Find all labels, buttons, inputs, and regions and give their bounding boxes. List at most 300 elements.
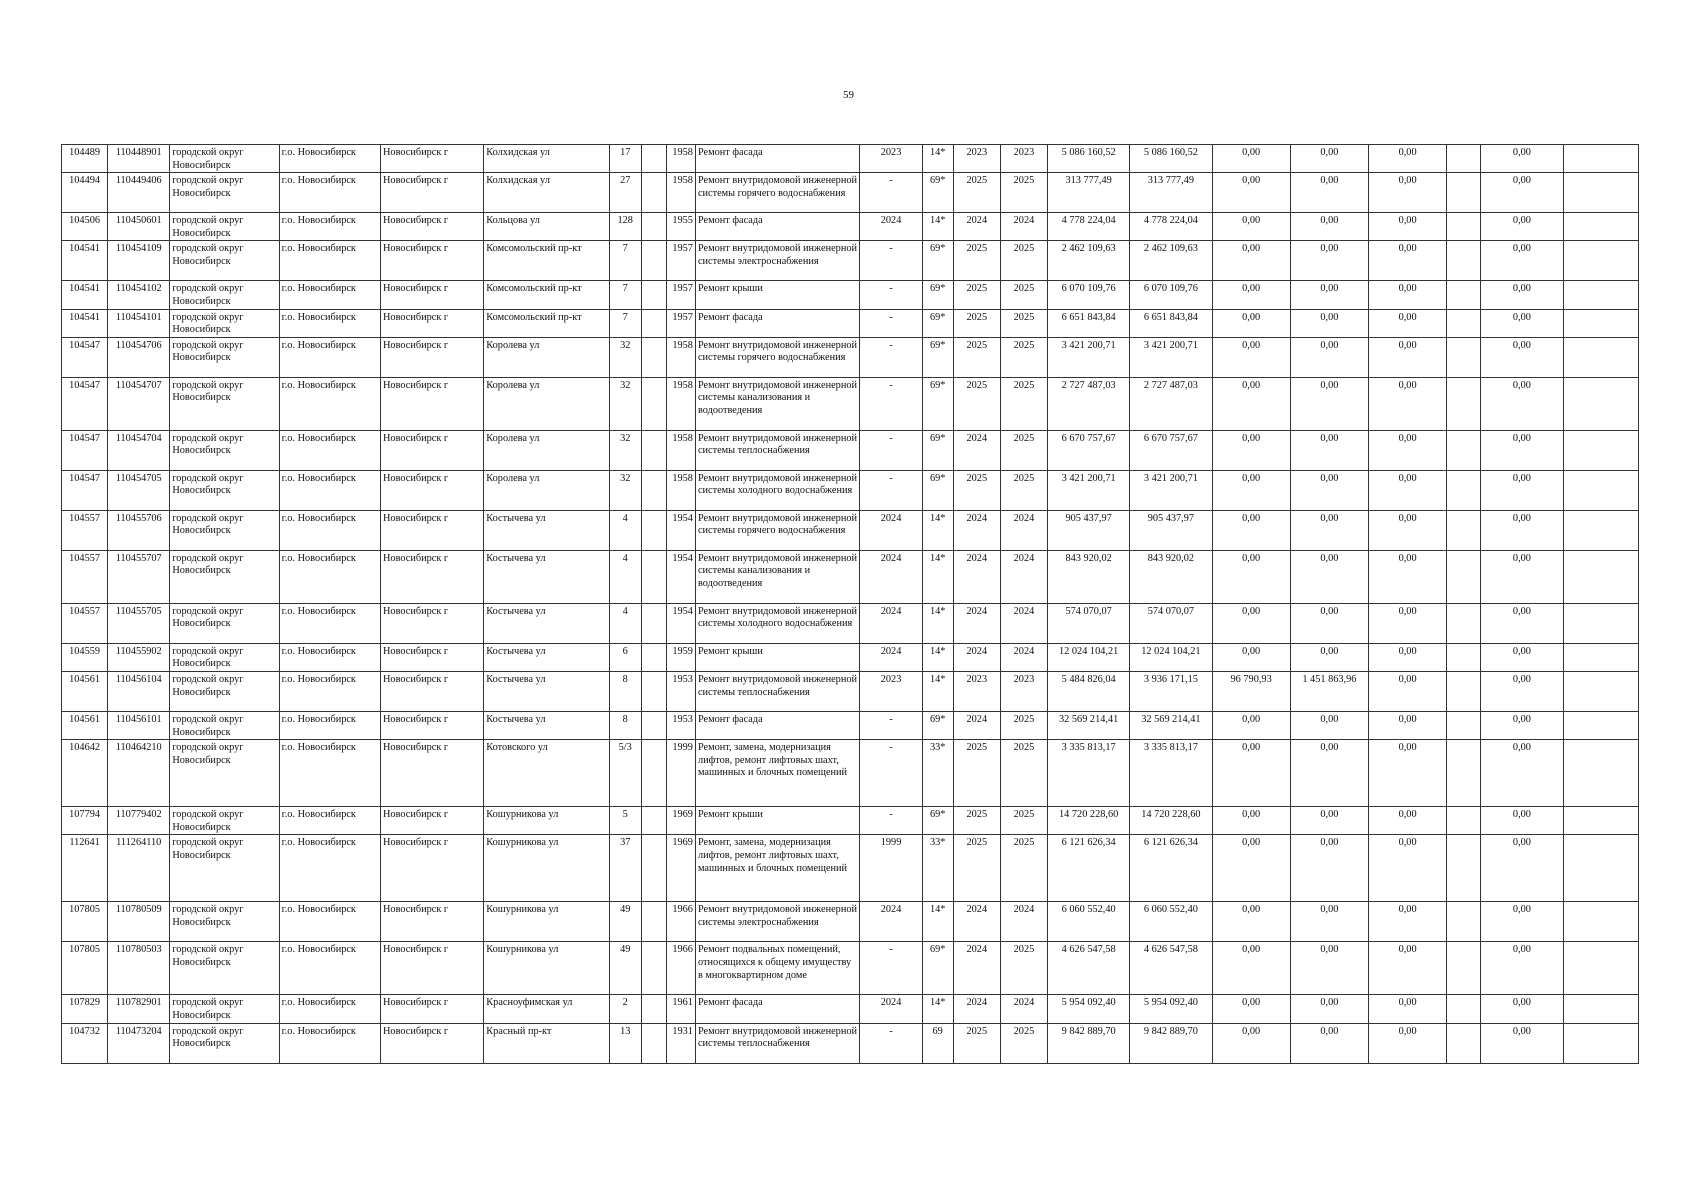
cell-plan-year-from: 2025 bbox=[953, 241, 1000, 281]
cell-municipality-short: г.о. Новосибирск bbox=[279, 145, 380, 173]
cell-extra bbox=[1563, 711, 1638, 739]
table-row bbox=[62, 281, 1639, 309]
cell-plan-year-from: 2025 bbox=[953, 807, 1000, 835]
cell-total-cost: 6 121 626,34 bbox=[1048, 835, 1130, 902]
cell-budget-5: 0,00 bbox=[1481, 309, 1563, 337]
cell-budget-3: 0,00 bbox=[1368, 1023, 1446, 1063]
cell-work-type: Ремонт внутридомовой инженерной системы электроснабжения bbox=[695, 241, 860, 281]
cell-city: Новосибирск г bbox=[380, 835, 483, 902]
cell-work-code: 110456101 bbox=[108, 711, 170, 739]
cell-house-number: 32 bbox=[609, 377, 641, 430]
cell-house-number: 7 bbox=[609, 241, 641, 281]
cell-plan-year-to: 2025 bbox=[1000, 430, 1047, 470]
cell-plan-year-to: 2025 bbox=[1000, 309, 1047, 337]
cell-build-year: 1957 bbox=[666, 309, 695, 337]
cell-last-repair-year: - bbox=[860, 942, 922, 995]
cell-budget-2: 0,00 bbox=[1290, 942, 1368, 995]
cell-fund-cost: 6 121 626,34 bbox=[1130, 835, 1212, 902]
cell-last-repair-year: 1999 bbox=[860, 835, 922, 902]
cell-municipality-short: г.о. Новосибирск bbox=[279, 470, 380, 510]
cell-plan-year-to: 2025 bbox=[1000, 835, 1047, 902]
cell-service-life: 69* bbox=[922, 241, 953, 281]
cell-service-life: 69* bbox=[922, 942, 953, 995]
cell-plan-year-from: 2024 bbox=[953, 430, 1000, 470]
cell-work-type: Ремонт, замена, модернизация лифтов, ремонт лифтовых шахт, машинных и блочных помещений bbox=[695, 835, 860, 902]
cell-city: Новосибирск г bbox=[380, 470, 483, 510]
cell-municipality-short: г.о. Новосибирск bbox=[279, 510, 380, 550]
cell-service-life: 14* bbox=[922, 603, 953, 643]
cell-municipality-short: г.о. Новосибирск bbox=[279, 430, 380, 470]
cell-budget-1: 0,00 bbox=[1212, 510, 1290, 550]
cell-city: Новосибирск г bbox=[380, 807, 483, 835]
cell-budget-5: 0,00 bbox=[1481, 337, 1563, 377]
cell-building bbox=[641, 309, 666, 337]
cell-municipality: городской округ Новосибирск bbox=[170, 241, 279, 281]
cell-build-year: 1958 bbox=[666, 470, 695, 510]
cell-total-cost: 574 070,07 bbox=[1048, 603, 1130, 643]
cell-service-life: 33* bbox=[922, 740, 953, 807]
cell-total-cost: 2 462 109,63 bbox=[1048, 241, 1130, 281]
cell-building bbox=[641, 942, 666, 995]
cell-fund-cost: 843 920,02 bbox=[1130, 550, 1212, 603]
cell-budget-5: 0,00 bbox=[1481, 603, 1563, 643]
cell-building bbox=[641, 430, 666, 470]
cell-budget-1: 96 790,93 bbox=[1212, 671, 1290, 711]
cell-building bbox=[641, 835, 666, 902]
cell-budget-3: 0,00 bbox=[1368, 510, 1446, 550]
cell-budget-2: 0,00 bbox=[1290, 377, 1368, 430]
table-row bbox=[62, 470, 1639, 510]
cell-building bbox=[641, 470, 666, 510]
cell-building bbox=[641, 671, 666, 711]
cell-street: Костычева ул bbox=[484, 643, 609, 671]
cell-city: Новосибирск г bbox=[380, 671, 483, 711]
cell-city: Новосибирск г bbox=[380, 510, 483, 550]
cell-build-year: 1958 bbox=[666, 377, 695, 430]
cell-last-repair-year: - bbox=[860, 281, 922, 309]
cell-budget-5: 0,00 bbox=[1481, 835, 1563, 902]
cell-street: Королева ул bbox=[484, 470, 609, 510]
cell-budget-3: 0,00 bbox=[1368, 309, 1446, 337]
table-row bbox=[62, 603, 1639, 643]
cell-building bbox=[641, 510, 666, 550]
cell-budget-1: 0,00 bbox=[1212, 281, 1290, 309]
cell-municipality-short: г.о. Новосибирск bbox=[279, 281, 380, 309]
cell-plan-year-to: 2025 bbox=[1000, 942, 1047, 995]
cell-house-number: 17 bbox=[609, 145, 641, 173]
cell-work-code: 110449406 bbox=[108, 173, 170, 213]
cell-plan-year-to: 2024 bbox=[1000, 213, 1047, 241]
cell-municipality: городской округ Новосибирск bbox=[170, 337, 279, 377]
cell-city: Новосибирск г bbox=[380, 281, 483, 309]
cell-work-type: Ремонт внутридомовой инженерной системы теплоснабжения bbox=[695, 1023, 860, 1063]
cell-house-id: 107805 bbox=[62, 942, 108, 995]
cell-plan-year-from: 2024 bbox=[953, 603, 1000, 643]
cell-extra bbox=[1563, 807, 1638, 835]
cell-budget-2: 0,00 bbox=[1290, 430, 1368, 470]
cell-budget-1: 0,00 bbox=[1212, 603, 1290, 643]
cell-building bbox=[641, 740, 666, 807]
cell-plan-year-to: 2025 bbox=[1000, 173, 1047, 213]
cell-budget-1: 0,00 bbox=[1212, 643, 1290, 671]
cell-building bbox=[641, 995, 666, 1023]
cell-budget-5: 0,00 bbox=[1481, 213, 1563, 241]
cell-total-cost: 3 421 200,71 bbox=[1048, 470, 1130, 510]
cell-work-type: Ремонт фасада bbox=[695, 213, 860, 241]
cell-service-life: 69* bbox=[922, 173, 953, 213]
cell-street: Королева ул bbox=[484, 430, 609, 470]
cell-house-number: 2 bbox=[609, 995, 641, 1023]
cell-plan-year-from: 2025 bbox=[953, 337, 1000, 377]
cell-extra bbox=[1563, 213, 1638, 241]
cell-work-code: 110454101 bbox=[108, 309, 170, 337]
cell-municipality-short: г.о. Новосибирск bbox=[279, 995, 380, 1023]
cell-service-life: 14* bbox=[922, 995, 953, 1023]
cell-municipality: городской округ Новосибирск bbox=[170, 213, 279, 241]
table-row bbox=[62, 835, 1639, 902]
cell-plan-year-from: 2024 bbox=[953, 510, 1000, 550]
cell-budget-5: 0,00 bbox=[1481, 281, 1563, 309]
cell-service-life: 69* bbox=[922, 337, 953, 377]
cell-budget-3: 0,00 bbox=[1368, 671, 1446, 711]
table-row bbox=[62, 807, 1639, 835]
table-row bbox=[62, 1023, 1639, 1063]
cell-street: Кошурникова ул bbox=[484, 807, 609, 835]
cell-municipality: городской округ Новосибирск bbox=[170, 740, 279, 807]
cell-build-year: 1969 bbox=[666, 807, 695, 835]
cell-street: Костычева ул bbox=[484, 550, 609, 603]
cell-house-number: 5/3 bbox=[609, 740, 641, 807]
cell-city: Новосибирск г bbox=[380, 995, 483, 1023]
cell-house-id: 104547 bbox=[62, 377, 108, 430]
cell-fund-cost: 574 070,07 bbox=[1130, 603, 1212, 643]
cell-budget-4 bbox=[1447, 309, 1481, 337]
cell-fund-cost: 3 936 171,15 bbox=[1130, 671, 1212, 711]
table-row bbox=[62, 740, 1639, 807]
cell-build-year: 1969 bbox=[666, 835, 695, 902]
table-row bbox=[62, 902, 1639, 942]
cell-street: Кошурникова ул bbox=[484, 942, 609, 995]
cell-street: Комсомольский пр-кт bbox=[484, 241, 609, 281]
cell-municipality: городской округ Новосибирск bbox=[170, 510, 279, 550]
cell-last-repair-year: 2024 bbox=[860, 510, 922, 550]
cell-last-repair-year: - bbox=[860, 241, 922, 281]
cell-total-cost: 12 024 104,21 bbox=[1048, 643, 1130, 671]
cell-extra bbox=[1563, 241, 1638, 281]
cell-house-id: 104547 bbox=[62, 337, 108, 377]
cell-municipality-short: г.о. Новосибирск bbox=[279, 377, 380, 430]
cell-plan-year-to: 2025 bbox=[1000, 740, 1047, 807]
cell-budget-5: 0,00 bbox=[1481, 995, 1563, 1023]
cell-street: Котовского ул bbox=[484, 740, 609, 807]
cell-budget-3: 0,00 bbox=[1368, 711, 1446, 739]
cell-service-life: 14* bbox=[922, 510, 953, 550]
table-row bbox=[62, 173, 1639, 213]
cell-city: Новосибирск г bbox=[380, 173, 483, 213]
cell-work-type: Ремонт фасада bbox=[695, 995, 860, 1023]
cell-fund-cost: 6 651 843,84 bbox=[1130, 309, 1212, 337]
cell-municipality-short: г.о. Новосибирск bbox=[279, 309, 380, 337]
cell-house-id: 107805 bbox=[62, 902, 108, 942]
cell-budget-4 bbox=[1447, 740, 1481, 807]
cell-service-life: 14* bbox=[922, 643, 953, 671]
cell-extra bbox=[1563, 671, 1638, 711]
cell-municipality: городской округ Новосибирск bbox=[170, 902, 279, 942]
cell-budget-2: 0,00 bbox=[1290, 995, 1368, 1023]
cell-house-number: 8 bbox=[609, 671, 641, 711]
cell-extra bbox=[1563, 1023, 1638, 1063]
table-row bbox=[62, 377, 1639, 430]
cell-total-cost: 313 777,49 bbox=[1048, 173, 1130, 213]
cell-fund-cost: 6 060 552,40 bbox=[1130, 902, 1212, 942]
cell-last-repair-year: 2023 bbox=[860, 145, 922, 173]
cell-house-number: 6 bbox=[609, 643, 641, 671]
cell-total-cost: 3 335 813,17 bbox=[1048, 740, 1130, 807]
cell-house-number: 32 bbox=[609, 337, 641, 377]
cell-budget-3: 0,00 bbox=[1368, 902, 1446, 942]
cell-work-code: 110780503 bbox=[108, 942, 170, 995]
cell-extra bbox=[1563, 377, 1638, 430]
cell-build-year: 1966 bbox=[666, 902, 695, 942]
table-row bbox=[62, 213, 1639, 241]
cell-building bbox=[641, 807, 666, 835]
cell-total-cost: 6 060 552,40 bbox=[1048, 902, 1130, 942]
capital-repair-table bbox=[61, 144, 1639, 1064]
cell-street: Колхидская ул bbox=[484, 145, 609, 173]
cell-house-id: 104732 bbox=[62, 1023, 108, 1063]
cell-total-cost: 3 421 200,71 bbox=[1048, 337, 1130, 377]
cell-municipality: городской округ Новосибирск bbox=[170, 807, 279, 835]
cell-extra bbox=[1563, 337, 1638, 377]
cell-extra bbox=[1563, 430, 1638, 470]
cell-street: Колхидская ул bbox=[484, 173, 609, 213]
cell-work-code: 110464210 bbox=[108, 740, 170, 807]
cell-municipality: городской округ Новосибирск bbox=[170, 711, 279, 739]
cell-plan-year-to: 2024 bbox=[1000, 643, 1047, 671]
cell-fund-cost: 313 777,49 bbox=[1130, 173, 1212, 213]
cell-extra bbox=[1563, 510, 1638, 550]
cell-service-life: 69* bbox=[922, 377, 953, 430]
cell-municipality-short: г.о. Новосибирск bbox=[279, 902, 380, 942]
cell-fund-cost: 2 727 487,03 bbox=[1130, 377, 1212, 430]
cell-municipality-short: г.о. Новосибирск bbox=[279, 740, 380, 807]
cell-service-life: 69* bbox=[922, 807, 953, 835]
cell-plan-year-from: 2024 bbox=[953, 995, 1000, 1023]
cell-work-code: 110454706 bbox=[108, 337, 170, 377]
cell-budget-2: 0,00 bbox=[1290, 835, 1368, 902]
cell-build-year: 1958 bbox=[666, 145, 695, 173]
cell-budget-4 bbox=[1447, 643, 1481, 671]
cell-build-year: 1957 bbox=[666, 241, 695, 281]
cell-work-code: 110782901 bbox=[108, 995, 170, 1023]
cell-fund-cost: 4 626 547,58 bbox=[1130, 942, 1212, 995]
cell-work-code: 110455902 bbox=[108, 643, 170, 671]
cell-last-repair-year: 2024 bbox=[860, 902, 922, 942]
cell-work-code: 110473204 bbox=[108, 1023, 170, 1063]
cell-build-year: 1953 bbox=[666, 671, 695, 711]
page-number: 59 bbox=[843, 89, 854, 101]
cell-last-repair-year: - bbox=[860, 1023, 922, 1063]
cell-budget-4 bbox=[1447, 145, 1481, 173]
cell-plan-year-from: 2025 bbox=[953, 173, 1000, 213]
cell-building bbox=[641, 550, 666, 603]
cell-house-number: 128 bbox=[609, 213, 641, 241]
cell-budget-5: 0,00 bbox=[1481, 740, 1563, 807]
cell-city: Новосибирск г bbox=[380, 213, 483, 241]
cell-budget-3: 0,00 bbox=[1368, 337, 1446, 377]
cell-street: Королева ул bbox=[484, 377, 609, 430]
cell-work-code: 110456104 bbox=[108, 671, 170, 711]
cell-street: Кошурникова ул bbox=[484, 902, 609, 942]
cell-budget-5: 0,00 bbox=[1481, 1023, 1563, 1063]
cell-budget-5: 0,00 bbox=[1481, 173, 1563, 213]
cell-work-code: 110454704 bbox=[108, 430, 170, 470]
cell-work-code: 110454102 bbox=[108, 281, 170, 309]
cell-work-type: Ремонт внутридомовой инженерной системы канализования и водоотведения bbox=[695, 377, 860, 430]
cell-budget-2: 0,00 bbox=[1290, 740, 1368, 807]
table-row bbox=[62, 643, 1639, 671]
cell-work-code: 110455705 bbox=[108, 603, 170, 643]
cell-house-number: 32 bbox=[609, 430, 641, 470]
cell-house-id: 104494 bbox=[62, 173, 108, 213]
table-row bbox=[62, 241, 1639, 281]
cell-extra bbox=[1563, 145, 1638, 173]
cell-budget-4 bbox=[1447, 995, 1481, 1023]
cell-house-number: 8 bbox=[609, 711, 641, 739]
cell-plan-year-from: 2025 bbox=[953, 835, 1000, 902]
cell-municipality: городской округ Новосибирск bbox=[170, 173, 279, 213]
cell-plan-year-to: 2025 bbox=[1000, 1023, 1047, 1063]
cell-service-life: 69* bbox=[922, 309, 953, 337]
table-row bbox=[62, 337, 1639, 377]
cell-last-repair-year: - bbox=[860, 337, 922, 377]
cell-building bbox=[641, 281, 666, 309]
cell-house-number: 32 bbox=[609, 470, 641, 510]
cell-budget-4 bbox=[1447, 470, 1481, 510]
cell-budget-4 bbox=[1447, 550, 1481, 603]
cell-budget-3: 0,00 bbox=[1368, 835, 1446, 902]
table-row bbox=[62, 510, 1639, 550]
cell-build-year: 1955 bbox=[666, 213, 695, 241]
cell-municipality: городской округ Новосибирск bbox=[170, 281, 279, 309]
cell-extra bbox=[1563, 835, 1638, 902]
cell-service-life: 14* bbox=[922, 902, 953, 942]
cell-budget-2: 0,00 bbox=[1290, 1023, 1368, 1063]
cell-building bbox=[641, 643, 666, 671]
cell-last-repair-year: 2023 bbox=[860, 671, 922, 711]
cell-budget-3: 0,00 bbox=[1368, 145, 1446, 173]
cell-service-life: 69* bbox=[922, 470, 953, 510]
cell-budget-4 bbox=[1447, 671, 1481, 711]
cell-budget-2: 0,00 bbox=[1290, 213, 1368, 241]
cell-budget-3: 0,00 bbox=[1368, 173, 1446, 213]
cell-street: Комсомольский пр-кт bbox=[484, 281, 609, 309]
cell-municipality: городской округ Новосибирск bbox=[170, 603, 279, 643]
cell-building bbox=[641, 337, 666, 377]
cell-house-number: 7 bbox=[609, 309, 641, 337]
cell-total-cost: 2 727 487,03 bbox=[1048, 377, 1130, 430]
cell-plan-year-from: 2025 bbox=[953, 470, 1000, 510]
cell-fund-cost: 9 842 889,70 bbox=[1130, 1023, 1212, 1063]
cell-building bbox=[641, 711, 666, 739]
cell-house-id: 107829 bbox=[62, 995, 108, 1023]
cell-build-year: 1931 bbox=[666, 1023, 695, 1063]
cell-house-id: 104547 bbox=[62, 430, 108, 470]
cell-work-code: 110448901 bbox=[108, 145, 170, 173]
cell-plan-year-to: 2025 bbox=[1000, 470, 1047, 510]
cell-plan-year-to: 2025 bbox=[1000, 241, 1047, 281]
cell-house-number: 37 bbox=[609, 835, 641, 902]
cell-service-life: 14* bbox=[922, 145, 953, 173]
cell-extra bbox=[1563, 603, 1638, 643]
cell-building bbox=[641, 145, 666, 173]
cell-municipality: городской округ Новосибирск bbox=[170, 835, 279, 902]
cell-fund-cost: 12 024 104,21 bbox=[1130, 643, 1212, 671]
cell-budget-4 bbox=[1447, 711, 1481, 739]
cell-budget-2: 0,00 bbox=[1290, 807, 1368, 835]
cell-budget-5: 0,00 bbox=[1481, 902, 1563, 942]
cell-street: Костычева ул bbox=[484, 711, 609, 739]
cell-work-type: Ремонт, замена, модернизация лифтов, ремонт лифтовых шахт, машинных и блочных помещений bbox=[695, 740, 860, 807]
cell-work-type: Ремонт внутридомовой инженерной системы горячего водоснабжения bbox=[695, 510, 860, 550]
cell-budget-1: 0,00 bbox=[1212, 807, 1290, 835]
cell-budget-3: 0,00 bbox=[1368, 550, 1446, 603]
cell-service-life: 14* bbox=[922, 671, 953, 711]
cell-build-year: 1954 bbox=[666, 603, 695, 643]
table-row bbox=[62, 942, 1639, 995]
cell-budget-3: 0,00 bbox=[1368, 281, 1446, 309]
cell-extra bbox=[1563, 281, 1638, 309]
cell-city: Новосибирск г bbox=[380, 942, 483, 995]
cell-municipality: городской округ Новосибирск bbox=[170, 550, 279, 603]
cell-municipality-short: г.о. Новосибирск bbox=[279, 835, 380, 902]
cell-plan-year-to: 2025 bbox=[1000, 807, 1047, 835]
cell-budget-5: 0,00 bbox=[1481, 145, 1563, 173]
cell-budget-1: 0,00 bbox=[1212, 740, 1290, 807]
cell-work-type: Ремонт внутридомовой инженерной системы горячего водоснабжения bbox=[695, 337, 860, 377]
cell-total-cost: 905 437,97 bbox=[1048, 510, 1130, 550]
cell-budget-4 bbox=[1447, 510, 1481, 550]
cell-build-year: 1966 bbox=[666, 942, 695, 995]
cell-municipality: городской округ Новосибирск bbox=[170, 671, 279, 711]
cell-budget-5: 0,00 bbox=[1481, 807, 1563, 835]
cell-municipality: городской округ Новосибирск bbox=[170, 377, 279, 430]
cell-street: Костычева ул bbox=[484, 671, 609, 711]
cell-budget-4 bbox=[1447, 430, 1481, 470]
cell-municipality-short: г.о. Новосибирск bbox=[279, 711, 380, 739]
cell-fund-cost: 905 437,97 bbox=[1130, 510, 1212, 550]
cell-last-repair-year: - bbox=[860, 173, 922, 213]
cell-plan-year-from: 2024 bbox=[953, 942, 1000, 995]
cell-budget-3: 0,00 bbox=[1368, 807, 1446, 835]
cell-house-id: 112641 bbox=[62, 835, 108, 902]
cell-budget-4 bbox=[1447, 807, 1481, 835]
cell-budget-4 bbox=[1447, 942, 1481, 995]
cell-last-repair-year: - bbox=[860, 309, 922, 337]
cell-city: Новосибирск г bbox=[380, 643, 483, 671]
cell-budget-2: 0,00 bbox=[1290, 145, 1368, 173]
cell-work-code: 110450601 bbox=[108, 213, 170, 241]
cell-municipality-short: г.о. Новосибирск bbox=[279, 213, 380, 241]
cell-house-id: 107794 bbox=[62, 807, 108, 835]
cell-budget-1: 0,00 bbox=[1212, 241, 1290, 281]
cell-budget-2: 0,00 bbox=[1290, 510, 1368, 550]
cell-extra bbox=[1563, 643, 1638, 671]
cell-extra bbox=[1563, 470, 1638, 510]
cell-last-repair-year: - bbox=[860, 711, 922, 739]
cell-budget-5: 0,00 bbox=[1481, 942, 1563, 995]
cell-build-year: 1961 bbox=[666, 995, 695, 1023]
